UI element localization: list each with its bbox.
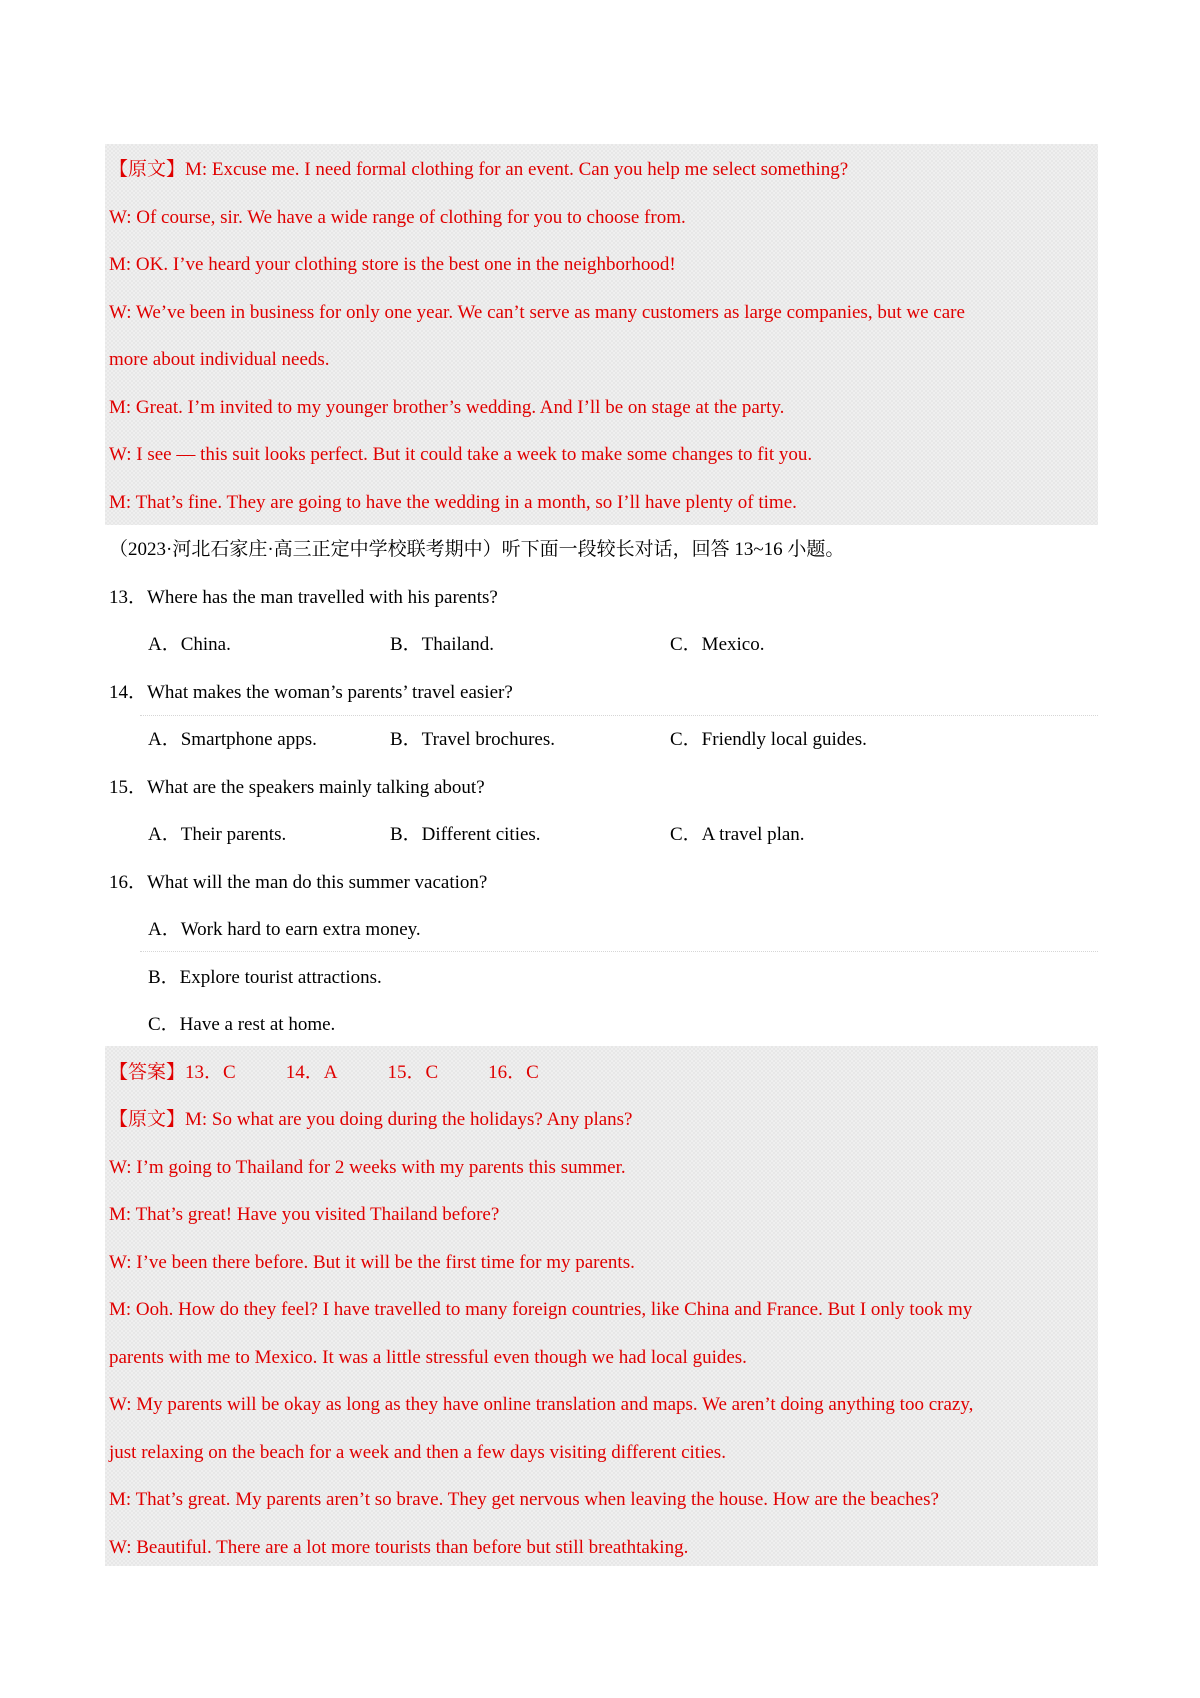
transcript-line: W: My parents will be okay as long as they have online translation and maps. We aren’t doing anything too crazy, (109, 1394, 974, 1415)
question-stem: 13．Where has the man travelled with his parents? (109, 587, 498, 608)
option-c: C．Have a rest at home. (148, 1014, 336, 1035)
transcript-line: W: Of course, sir. We have a wide range of clothing for you to choose from. (109, 207, 686, 228)
option-b: B．Different cities. (390, 824, 541, 845)
transcript-line: just relaxing on the beach for a week and then a few days visiting different cities. (109, 1442, 726, 1463)
answer-item: 14．A (285, 1062, 338, 1083)
answer-item: 13．C (185, 1062, 236, 1083)
option-b: B．Explore tourist attractions. (148, 967, 382, 988)
answer-item: 16．C (488, 1062, 539, 1083)
dotted-divider (140, 951, 1098, 952)
transcript-line: W: Beautiful. There are a lot more tourists than before but still breathtaking. (109, 1537, 689, 1558)
transcript-line: M: That’s great. My parents aren’t so brave. They get nervous when leaving the house. How are the beaches? (109, 1489, 939, 1510)
option-a: A．Their parents. (148, 824, 287, 845)
option-b: B．Thailand. (390, 634, 494, 655)
answer-label: 【答案】 (109, 1062, 186, 1083)
option-a: A．Work hard to earn extra money. (148, 919, 421, 940)
transcript-line: W: I’m going to Thailand for 2 weeks with my parents this summer. (109, 1157, 626, 1178)
transcript-line: M: That’s fine. They are going to have the wedding in a month, so I’ll have plenty of time. (109, 492, 797, 513)
question-stem: 14．What makes the woman’s parents’ travel easier? (109, 682, 513, 703)
option-c: C．Mexico. (670, 634, 765, 655)
option-c: C．A travel plan. (670, 824, 805, 845)
option-b: B．Travel brochures. (390, 729, 555, 750)
transcript-line: 【原文】M: Excuse me. I need formal clothing for an event. Can you help me select something? (109, 159, 849, 180)
transcript-shading (105, 144, 1098, 525)
answer-line (109, 1061, 539, 1085)
transcript-line: W: I see — this suit looks perfect. But it could take a week to make some changes to fit you. (109, 444, 813, 465)
answer-item: 15．C (387, 1062, 439, 1083)
transcript-line: W: I’ve been there before. But it will be the first time for my parents. (109, 1252, 635, 1273)
question-stem: 16．What will the man do this summer vacation? (109, 872, 488, 893)
transcript-line: parents with me to Mexico. It was a little stressful even though we had local guides. (109, 1347, 747, 1368)
option-a: A．China. (148, 634, 231, 655)
question-stem: 15．What are the speakers mainly talking about? (109, 777, 485, 798)
section-header: （2023·河北石家庄·高三正定中学校联考期中）听下面一段较长对话，回答 13~16 小题。 (109, 539, 845, 560)
transcript-line: M: OK. I’ve heard your clothing store is the best one in the neighborhood! (109, 254, 676, 275)
option-a: A．Smartphone apps. (148, 729, 317, 750)
transcript-line: more about individual needs. (109, 349, 330, 370)
transcript-line: M: Great. I’m invited to my younger brother’s wedding. And I’ll be on stage at the party. (109, 397, 785, 418)
transcript-line: 【原文】M: So what are you doing during the holidays? Any plans? (109, 1109, 633, 1130)
option-c: C．Friendly local guides. (670, 729, 867, 750)
dotted-divider (140, 715, 1098, 716)
transcript-line: M: That’s great! Have you visited Thailand before? (109, 1204, 500, 1225)
transcript-line: M: Ooh. How do they feel? I have travelled to many foreign countries, like China and France. But I only took my (109, 1299, 973, 1320)
transcript-line: W: We’ve been in business for only one year. We can’t serve as many customers as large companies, but we care (109, 302, 965, 323)
